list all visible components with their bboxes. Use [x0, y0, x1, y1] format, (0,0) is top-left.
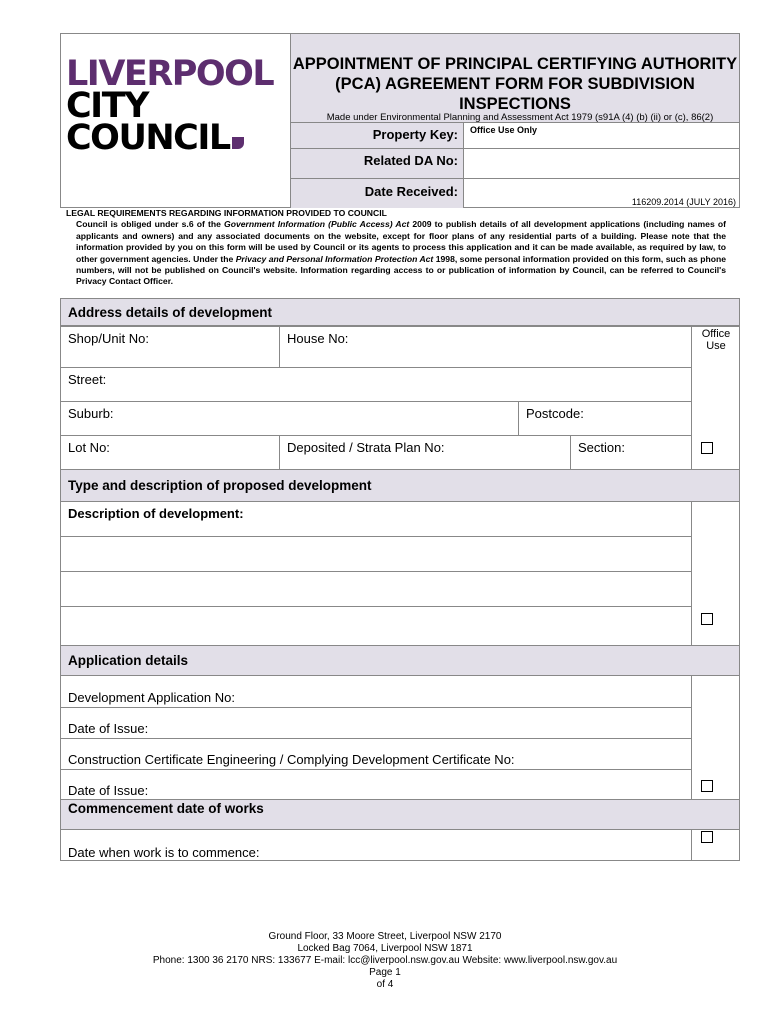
form-title: APPOINTMENT OF PRINCIPAL CERTIFYING AUTHORITY (PCA) AGREEMENT FORM FOR SUBDIVISION INSPECTIONS [292, 55, 738, 113]
logo-line-1: LIVERPOOL [66, 54, 274, 94]
commencement-office-column [691, 829, 740, 861]
date-received-label: Date Received: [364, 184, 458, 199]
legal-heading: LEGAL REQUIREMENTS REGARDING INFORMATION PROVIDED TO COUNCIL [66, 208, 387, 218]
legal-body: Council is obliged under s.6 of the Government Information (Public Access) Act 2009 to publish details of all development applications (including names of applicants and owners) and any associated documents on the website, except for floor plans of any residential parts of a building. Please note that the information provided by you on this form will be used by Council or its agents to process this application and it can be made available, as required by law, to other government agencies. Under the Privacy and Personal Information Protection Act 1998, some personal information provided on this form, such as phone numbers, will not be published on Council's website. Information regarding access to or publication of information by Council, can be referred to Council's Privacy Contact Officer. [76, 219, 726, 287]
council-logo [66, 54, 274, 158]
section-field[interactable]: Section: [570, 435, 692, 470]
application-section-heading: Application details [60, 645, 740, 676]
act-reference: Made under Environmental Planning and Assessment Act 1979 (s91A (4) (b) (ii) or (c), 86(2) [326, 112, 714, 123]
application-office-column [691, 675, 740, 800]
cc-number-field[interactable]: Construction Certificate Engineering / Complying Development Certificate No: [60, 738, 692, 770]
date-of-issue-2-field[interactable]: Date of Issue: [60, 769, 692, 800]
office-use-checkbox-commencement[interactable] [701, 831, 713, 843]
office-use-checkbox-description[interactable] [701, 613, 713, 625]
form-code: 116209.2014 (JULY 2016) [631, 197, 736, 207]
description-office-column [691, 501, 740, 646]
postcode-field[interactable]: Postcode: [518, 401, 692, 436]
property-key-label: Property Key: [372, 127, 458, 142]
footer [0, 931, 770, 991]
related-da-field[interactable] [464, 149, 739, 178]
footer-mail: Locked Bag 7064, Liverpool NSW 1871 [297, 943, 473, 954]
description-field[interactable]: Description of development: [60, 501, 692, 537]
street-field[interactable]: Street: [60, 367, 692, 402]
commencement-section-heading: Commencement date of works [60, 799, 740, 830]
office-use-checkbox-application[interactable] [701, 780, 713, 792]
page-total: of 4 [376, 979, 394, 990]
description-section-heading: Type and description of proposed development [60, 469, 740, 502]
related-da-label: Related DA No: [363, 153, 458, 168]
suburb-field[interactable]: Suburb: [60, 401, 519, 436]
shop-unit-field[interactable]: Shop/Unit No: [60, 326, 280, 368]
address-section-heading: Address details of development [60, 298, 740, 326]
office-use-label: Office Use [701, 328, 731, 352]
da-number-field[interactable]: Development Application No: [60, 675, 692, 708]
description-line-2[interactable] [60, 536, 692, 572]
lot-no-field[interactable]: Lot No: [60, 435, 280, 470]
logo-line-2: CITY [66, 86, 148, 126]
description-line-3[interactable] [60, 571, 692, 607]
office-use-checkbox-address[interactable] [701, 442, 713, 454]
legal-requirements [66, 208, 726, 288]
page-number: Page 1 [369, 967, 401, 978]
logo-line-3: COUNCIL [66, 118, 230, 158]
house-no-field[interactable]: House No: [279, 326, 692, 368]
commencement-date-field[interactable]: Date when work is to commence: [60, 829, 692, 861]
description-line-4[interactable] [60, 606, 692, 646]
date-received-field[interactable] [464, 179, 739, 197]
footer-contact: Phone: 1300 36 2170 NRS: 133677 E-mail: lcc@liverpool.nsw.gov.au Website: www.liverpool.nsw.gov.au [152, 955, 618, 966]
deposited-plan-field[interactable]: Deposited / Strata Plan No: [279, 435, 571, 470]
office-use-only-label: Office Use Only [470, 125, 538, 135]
footer-address: Ground Floor, 33 Moore Street, Liverpool NSW 2170 [268, 931, 502, 942]
date-of-issue-1-field[interactable]: Date of Issue: [60, 707, 692, 739]
logo-mark-icon [232, 137, 244, 149]
